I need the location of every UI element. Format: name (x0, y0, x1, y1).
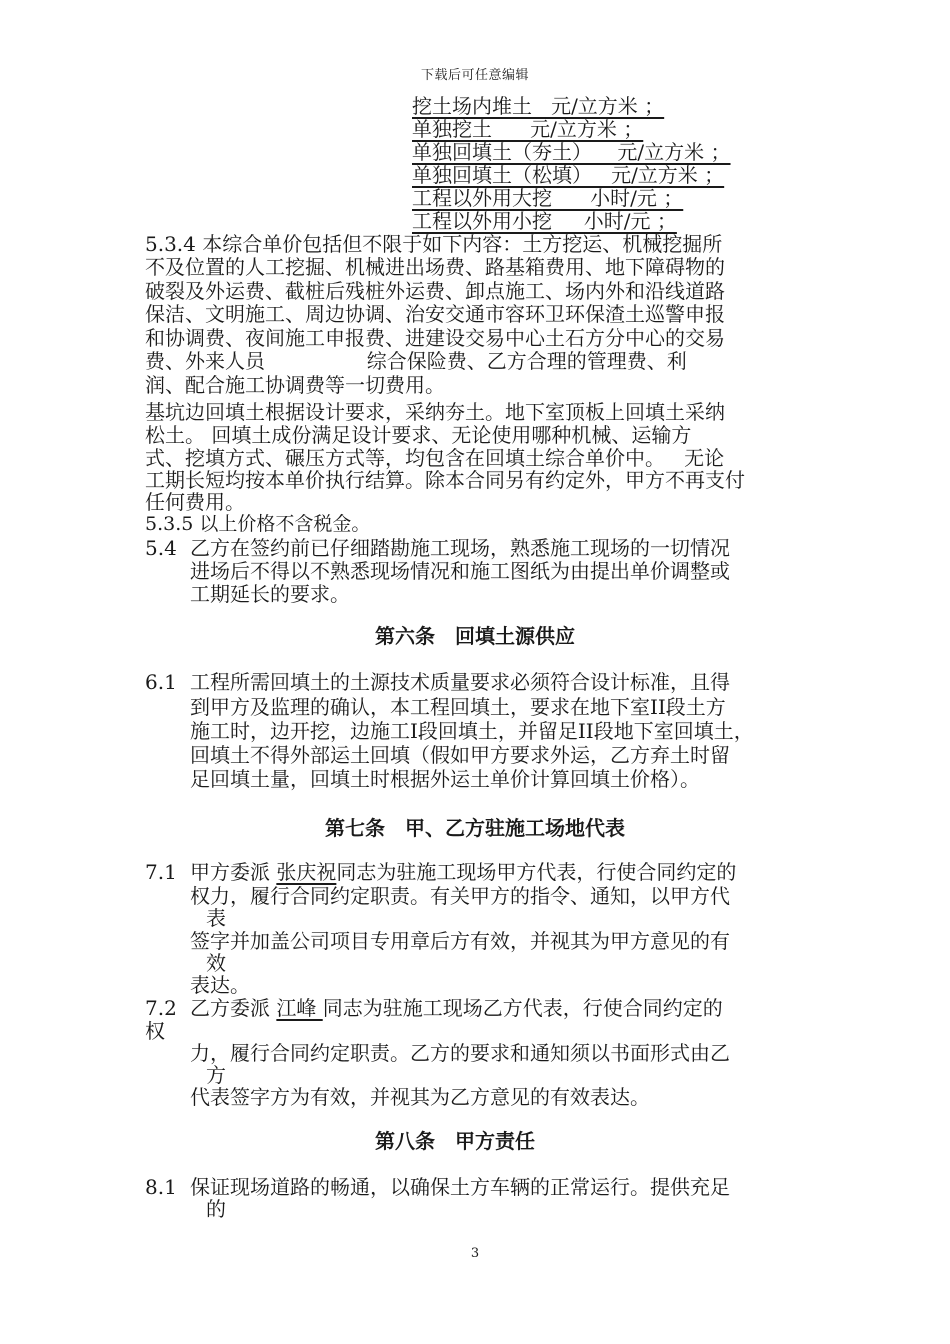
clause-5-4-line: 乙方在签约前已仔细踏勘施工现场，熟悉施工现场的一切情况 (190, 536, 730, 560)
page-number: 3 (470, 1246, 480, 1261)
clause-number-wrap: 权 (145, 1019, 165, 1043)
clause-5-3-4-line: 保洁、文明施工、周边协调、治安交通市容环卫环保渣土巡警申报 (145, 302, 725, 326)
article-subtitle: 甲、乙方驻施工场地代表 (405, 816, 625, 840)
clause-7-1-line: 表达。 (190, 973, 250, 997)
clause-7-2-line: 力，履行合同约定职责。乙方的要求和通知须以书面形式由乙 (190, 1041, 730, 1065)
clause-7-1-line: 效 (206, 951, 226, 975)
clause-6-1-line: 施工时，边开挖，边施工I段回填土，并留足II段地下室回填土， (190, 719, 754, 743)
clause-7-1-line: 签字并加盖公司项目专用章后方有效，并视其为甲方意见的有 (190, 929, 730, 953)
clause-5-3-5: 5.3.5 以上价格不含税金。 (145, 513, 371, 535)
price-item: 工程以外用小挖 小时/元 ； (412, 209, 677, 233)
price-item: 挖土场内堆土 元/立方米 ； (412, 94, 665, 118)
clause-6-1-line: 工程所需回填土的土源技术质量要求必须符合设计标准，且得 (190, 670, 730, 694)
text: 甲方委派 (190, 860, 277, 884)
price-item: 工程以外用大挖 小时/元 ； (412, 186, 684, 210)
clause-7-1-line (190, 860, 736, 884)
article-title: 第六条 (375, 624, 435, 648)
clause-6-1-line: 足回填土量，回填土时根据外运土单价计算回填土价格）。 (190, 767, 700, 791)
article-subtitle: 甲方责任 (455, 1129, 535, 1153)
article-6-heading (0, 624, 950, 648)
clause-5-3-4-line: 破裂及外运费、截桩后残桩外运费、卸点施工、场内外和沿线道路 (145, 279, 725, 303)
text: 同志为驻施工现场乙方代表，行使合同约定的 (322, 996, 723, 1020)
clause-7-2-line (190, 996, 723, 1020)
clause-number: 8.1 (145, 1175, 177, 1199)
article-title: 第八条 (375, 1129, 435, 1153)
clause-number: 5.4 (145, 536, 177, 560)
page-header: 下载后可任意编辑 (420, 68, 529, 83)
price-item: 单独回填土（松填） 元/立方米 ； (412, 163, 725, 187)
article-title: 第七条 (325, 816, 385, 840)
clause-5-4-line: 进场后不得以不熟悉现场情况和施工图纸为由提出单价调整或 (190, 559, 730, 583)
clause-7-1-line: 权力，履行合同约定职责。有关甲方的指令、通知，以甲方代 (190, 884, 730, 908)
party-b-representative: 江峰 (276, 996, 323, 1020)
backfill-line: 式、挖填方式、碾压方式等，均包含在回填土综合单价中。 无论 (145, 446, 725, 470)
price-item: 单独回填土（夯土） 元/立方米 ； (412, 140, 731, 164)
clause-5-4-line: 工期延长的要求。 (190, 582, 350, 606)
clause-8-1-line: 的 (206, 1197, 226, 1221)
party-a-representative: 张庆祝 (276, 860, 337, 884)
backfill-line: 工期长短均按本单价执行结算。除本合同另有约定外，甲方不再支付 (145, 468, 745, 492)
clause-5-3-4-line: 费、外来人员 综合保险费、乙方合理的管理费、利 (145, 349, 687, 373)
clause-6-1-line: 到甲方及监理的确认，本工程回填土，要求在地下室II段土方 (190, 695, 726, 719)
clause-number: 7.2 (145, 996, 177, 1020)
article-subtitle: 回填土源供应 (455, 624, 575, 648)
backfill-line: 基坑边回填土根据设计要求，采纳夯土。地下室顶板上回填土采纳 (145, 400, 725, 424)
clause-8-1-line: 保证现场道路的畅通，以确保土方车辆的正常运行。提供充足 (190, 1175, 730, 1199)
text: 乙方委派 (190, 996, 277, 1020)
price-item: 单独挖土 元/立方米 ； (412, 117, 644, 141)
backfill-line: 任何费用。 (145, 490, 245, 514)
clause-5-3-4-line: 润、配合施工协调费等一切费用。 (145, 373, 445, 397)
clause-number: 6.1 (145, 670, 177, 694)
clause-5-3-4-line: 不及位置的人工挖掘、机械进出场费、路基箱费用、地下障碍物的 (145, 255, 725, 279)
clause-5-3-4-line: 5.3.4 本综合单价包括但不限于如下内容：土方挖运、机械挖掘所 (145, 232, 723, 256)
clause-7-2-line: 代表签字方为有效，并视其为乙方意见的有效表达。 (190, 1085, 650, 1109)
clause-6-1-line: 回填土不得外部运土回填（假如甲方要求外运，乙方弃土时留 (190, 743, 730, 767)
clause-number: 7.1 (145, 860, 177, 884)
clause-5-3-4-line: 和协调费、夜间施工申报费、进建设交易中心土石方分中心的交易 (145, 326, 725, 350)
clause-7-2-line: 方 (206, 1063, 226, 1087)
article-7-heading (0, 816, 950, 840)
clause-7-1-line: 表 (206, 906, 226, 930)
article-8-heading (0, 1129, 950, 1153)
text: 同志为驻施工现场甲方代表，行使合同约定的 (336, 860, 737, 884)
backfill-line: 松土。 回填土成份满足设计要求、无论使用哪种机械、运输方 (145, 423, 692, 447)
